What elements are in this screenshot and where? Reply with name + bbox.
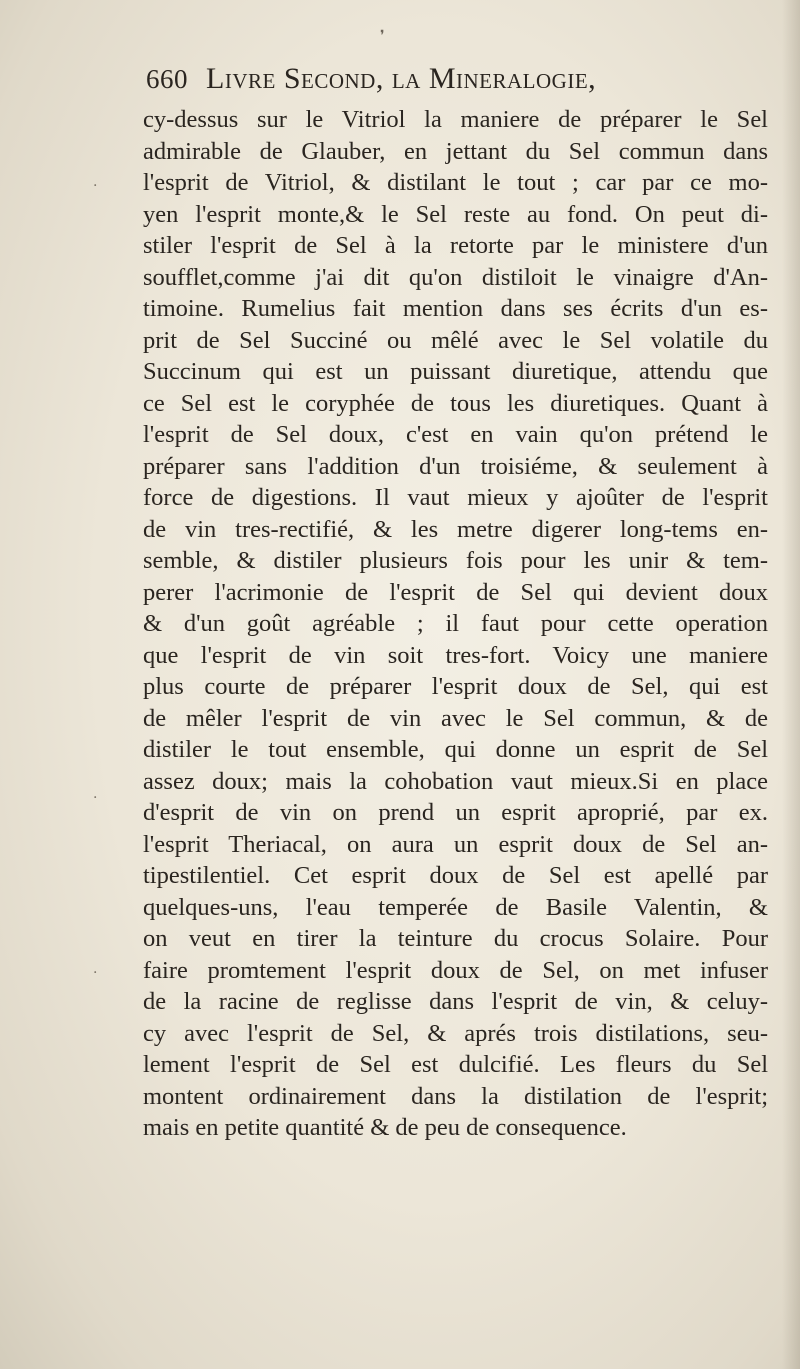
text-line: de la racine de reglisse dans l'esprit de vin, & celuy- (143, 988, 768, 1015)
text-line: lement l'esprit de Sel est dulcifié. Les fleurs du Sel (143, 1051, 768, 1078)
text-line: d'esprit de vin on prend un esprit aproprié, par ex. (143, 799, 768, 826)
text-line: & d'un goût agréable ; il faut pour cette operation (143, 610, 768, 637)
page-edge-shadow (782, 0, 800, 1369)
text-line: faire promtement l'esprit doux de Sel, on met infuser (143, 956, 768, 984)
text-line: quelques-uns, l'eau temperée de Basile Valentin, & (143, 893, 768, 921)
running-title: Livre Second, la Mineralogie, (206, 62, 597, 95)
text-line: timoine. Rumelius fait mention dans ses écrits d'un es- (143, 295, 768, 322)
ink-mark: ❜ (380, 28, 385, 44)
page-number: 660 (146, 64, 188, 94)
margin-mark: · (93, 178, 98, 194)
text-line: l'esprit de Vitriol, & distilant le tout ; car par ce mo- (143, 169, 768, 196)
text-line: mais en petite quantité & de peu de consequence. (143, 1114, 627, 1141)
text-line: que l'esprit de vin soit tres-fort. Voicy une maniere (143, 641, 768, 669)
text-line: force de digestions. Il vaut mieux y ajoûter de l'esprit (143, 484, 768, 511)
text-line: l'esprit de Sel doux, c'est en vain qu'on prétend le (143, 421, 768, 448)
text-line: prit de Sel Succiné ou mêlé avec le Sel volatile du (143, 326, 768, 354)
text-line: stiler l'esprit de Sel à la retorte par le ministere d'un (143, 232, 768, 259)
margin-mark: · (93, 790, 98, 806)
text-line: semble, & distiler plusieurs fois pour les unir & tem- (143, 547, 768, 574)
text-line: de mêler l'esprit de vin avec le Sel commun, & de (143, 704, 768, 732)
text-line: assez doux; mais la cohobation vaut mieux.Si en place (143, 767, 768, 795)
running-head (146, 62, 726, 102)
text-line: l'esprit Theriacal, on aura un esprit doux de Sel an- (143, 830, 768, 858)
text-line: yen l'esprit monte,& le Sel reste au fond. On peut di- (143, 200, 768, 228)
text-line: cy-dessus sur le Vitriol la maniere de préparer le Sel (143, 106, 768, 133)
text-line: préparer sans l'addition d'un troisiéme, & seulement à (143, 452, 768, 480)
text-line: soufflet,comme j'ai dit qu'on distiloit le vinaigre d'An- (143, 263, 768, 291)
text-line: admirable de Glauber, en jettant du Sel commun dans (143, 137, 768, 165)
text-line: tipestilentiel. Cet esprit doux de Sel est apellé par (143, 862, 768, 889)
text-line: perer l'acrimonie de l'esprit de Sel qui devient doux (143, 578, 768, 606)
text-line: Succinum qui est un puissant diuretique, attendu que (143, 358, 768, 385)
text-line: on veut en tirer la teinture du crocus Solaire. Pour (143, 925, 768, 952)
body-text (143, 104, 768, 1144)
text-line: ce Sel est le coryphée de tous les diuretiques. Quant à (143, 389, 768, 417)
text-line: de vin tres-rectifié, & les metre digerer long-tems en- (143, 515, 768, 543)
text-line: plus courte de préparer l'esprit doux de Sel, qui est (143, 673, 768, 700)
text-line: distiler le tout ensemble, qui donne un esprit de Sel (143, 736, 768, 763)
text-line: montent ordinairement dans la distilation de l'esprit; (143, 1082, 768, 1110)
text-line: cy avec l'esprit de Sel, & aprés trois distilations, seu- (143, 1019, 768, 1047)
margin-mark: · (93, 965, 98, 981)
